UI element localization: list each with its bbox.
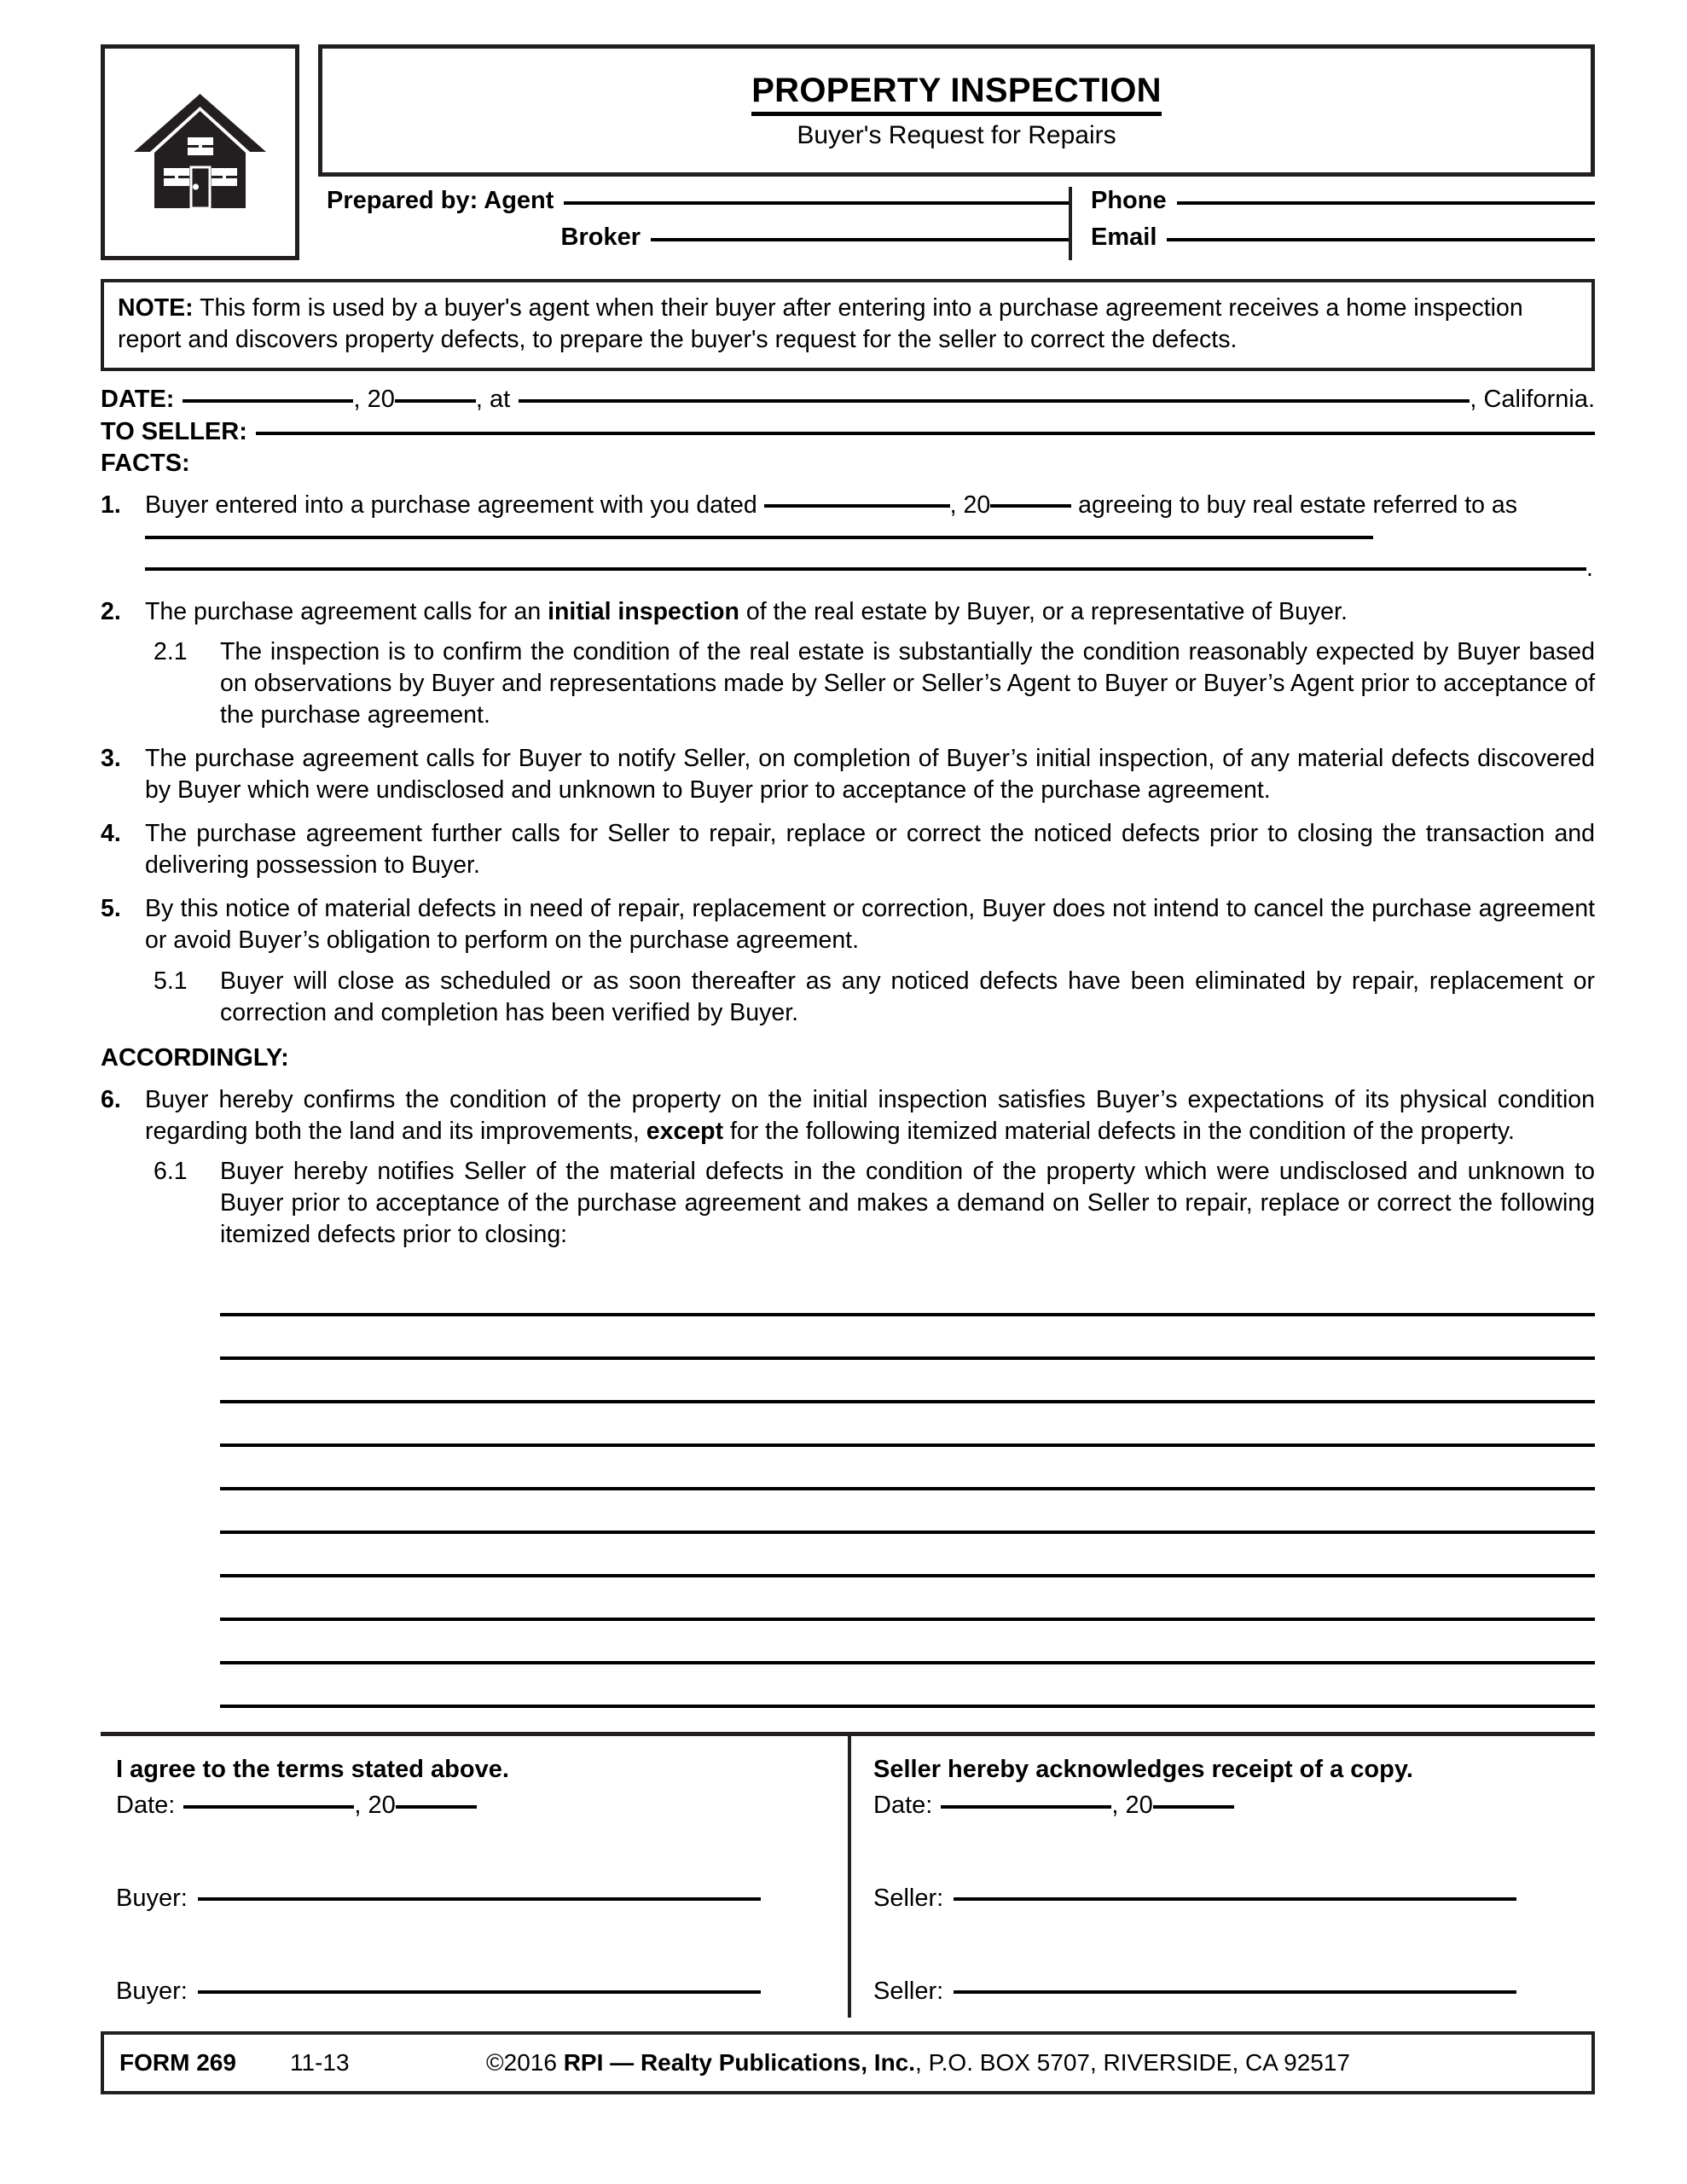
agent-input[interactable] <box>564 201 1069 205</box>
buyer-signature-row-2 <box>116 1978 826 2006</box>
clause-2-text-b: of the real estate by Buyer, or a representative of Buyer. <box>739 598 1348 626</box>
clause-6-body <box>145 1084 1595 1147</box>
email-input[interactable] <box>1167 238 1595 241</box>
phone-input[interactable] <box>1177 201 1595 205</box>
clause-2-bold: initial inspection <box>548 598 739 626</box>
buyer-year-prefix: , 20 <box>354 1791 396 1819</box>
phone-label: Phone <box>1091 187 1167 214</box>
seller-signature-input-1[interactable] <box>954 1897 1516 1901</box>
broker-field-row <box>327 224 1069 260</box>
clause-5-1-number: 5.1 <box>154 967 188 995</box>
writein-line[interactable] <box>220 1360 1595 1403</box>
signature-column-buyer <box>101 1736 848 2018</box>
writein-line[interactable] <box>220 1664 1595 1708</box>
agent-field-row <box>327 187 1069 224</box>
seller-signature-input-2[interactable] <box>954 1990 1516 1994</box>
clause-1-body <box>145 490 1595 584</box>
form-number: FORM 269 <box>119 2048 236 2076</box>
seller-date-row <box>873 1792 1595 1820</box>
clause-5 <box>101 893 1595 956</box>
to-seller-row <box>101 418 1595 446</box>
clause-1-text-b: , 20 <box>949 491 991 519</box>
header-right <box>318 44 1595 260</box>
date-city-input[interactable] <box>519 399 1470 403</box>
writein-line[interactable] <box>220 1490 1595 1534</box>
page-subtitle: Buyer's Request for Repairs <box>797 120 1116 149</box>
date-year-prefix: , 20 <box>353 386 395 414</box>
writein-line[interactable] <box>220 1316 1595 1360</box>
clause-5-number: 5. <box>101 895 121 923</box>
email-label: Email <box>1091 224 1157 251</box>
copyright-publisher: RPI — Realty Publications, Inc. <box>563 2048 916 2076</box>
date-row <box>101 385 1595 415</box>
form-footer <box>101 2031 1595 2094</box>
page-title: PROPERTY INSPECTION <box>751 73 1162 116</box>
buyer-agreement-heading: I agree to the terms stated above. <box>116 1755 509 1783</box>
clause-4-body: The purchase agreement further calls for Seller to repair, replace or correct the noticed defects prior to closing the transaction and delivering possession to Buyer. <box>145 820 1595 880</box>
clause-2 <box>101 596 1595 628</box>
seller-year-input[interactable] <box>1153 1805 1234 1809</box>
date-at-label: , at <box>475 386 511 414</box>
title-box <box>318 44 1595 177</box>
phone-field-row <box>1091 187 1595 224</box>
signature-column-seller <box>848 1736 1595 2018</box>
date-label: DATE: <box>101 386 175 414</box>
writein-line[interactable] <box>220 1273 1595 1316</box>
date-state-suffix: , California. <box>1470 386 1595 414</box>
accordingly-label: ACCORDINGLY: <box>101 1043 289 1072</box>
form-header <box>101 44 1595 260</box>
copyright-post: , P.O. BOX 5707, RIVERSIDE, CA 92517 <box>915 2048 1351 2076</box>
clause-6-bold: except <box>646 1117 724 1145</box>
clause-3-number: 3. <box>101 745 121 773</box>
buyer-label-2: Buyer: <box>116 1977 188 2005</box>
clause-6-1-body: Buyer hereby notifies Seller of the material defects in the condition of the property which were undisclosed and unknown to Buyer prior to acceptance of the purchase agreement and makes a demand on Seller to repair, replace or correct the following itemized defects prior to closing: <box>220 1157 1595 1248</box>
seller-year-prefix: , 20 <box>1111 1791 1153 1819</box>
clause-6-text-b: for the following itemized material defects in the condition of the property. <box>723 1117 1515 1145</box>
clause-1 <box>101 490 1595 584</box>
clause-6 <box>101 1084 1595 1147</box>
clause-3 <box>101 743 1595 806</box>
buyer-signature-input-1[interactable] <box>198 1897 761 1901</box>
writein-line[interactable] <box>220 1403 1595 1447</box>
form-sheet <box>101 44 1595 2094</box>
seller-label-2: Seller: <box>873 1977 944 2005</box>
clause-1-property-input-2[interactable] <box>145 567 1586 571</box>
buyer-date-input[interactable] <box>183 1805 354 1809</box>
buyer-date-label: Date: <box>116 1791 176 1819</box>
prepared-by-left <box>318 187 1069 260</box>
seller-date-label: Date: <box>873 1791 933 1819</box>
prepared-by-row <box>318 187 1595 260</box>
clause-1-year-input[interactable] <box>990 504 1071 508</box>
house-icon <box>130 89 270 217</box>
agent-label: Prepared by: Agent <box>327 187 554 214</box>
buyer-signature-input-2[interactable] <box>198 1990 761 1994</box>
clause-5-1 <box>154 966 1595 1029</box>
clause-1-text-a: Buyer entered into a purchase agreement with you dated <box>145 491 757 519</box>
date-input[interactable] <box>183 399 353 403</box>
clause-1-text-c: agreeing to buy real estate referred to as <box>1078 491 1518 519</box>
buyer-label-1: Buyer: <box>116 1884 188 1912</box>
to-seller-label: TO SELLER: <box>101 417 247 445</box>
clause-2-1-number: 2.1 <box>154 638 188 666</box>
date-year-input[interactable] <box>395 399 476 403</box>
clause-3-body: The purchase agreement calls for Buyer to notify Seller, on completion of Buyer’s initial inspection, of any material defects discovered by Buyer which were undisclosed and unknown to Buyer prior to acceptance of the purchase agreement. <box>145 745 1595 804</box>
clause-1-date-input[interactable] <box>764 504 950 508</box>
writein-line[interactable] <box>220 1447 1595 1490</box>
logo-box <box>101 44 299 260</box>
clause-4-number: 4. <box>101 820 121 848</box>
clause-2-1-body: The inspection is to confirm the condition of the real estate is substantially the condition reasonably expected by Buyer based on observations by Buyer and representations made by Seller or Seller’s Agent to Buyer or Buyer’s Agent prior to acceptance of the purchase agreement. <box>220 638 1595 729</box>
seller-label-1: Seller: <box>873 1884 944 1912</box>
seller-signature-row-2 <box>873 1978 1595 2006</box>
clause-2-text-a: The purchase agreement calls for an <box>145 598 548 626</box>
buyer-signature-row-1 <box>116 1885 826 1913</box>
clause-2-1 <box>154 636 1595 731</box>
date-block <box>101 385 1595 478</box>
note-label: NOTE: <box>118 294 194 322</box>
clause-4 <box>101 818 1595 881</box>
clause-2-number: 2. <box>101 598 121 626</box>
clause-5-body: By this notice of material defects in need of repair, replacement or correction, Buyer does not intend to cancel the purchase agreement or avoid Buyer’s obligation to perform on the purchase agreement. <box>145 895 1595 955</box>
clause-6-text-a: Buyer hereby confirms the condition of the property on the initial inspection satisfies Buyer’s expectations of its physical condition regarding both the land and its improvements, <box>145 1085 1595 1145</box>
clause-6-1 <box>154 1156 1595 1251</box>
email-field-row <box>1091 224 1595 260</box>
clause-1-text-end: . <box>1586 554 1593 582</box>
broker-label: Broker <box>560 224 641 251</box>
facts-label: FACTS: <box>101 449 190 477</box>
copyright-line <box>486 2049 1591 2077</box>
buyer-year-input[interactable] <box>396 1805 477 1809</box>
clause-2-body <box>145 596 1595 628</box>
prepared-by-right <box>1069 187 1595 260</box>
clause-6-1-number: 6.1 <box>154 1157 188 1185</box>
seller-acknowledgement-heading: Seller hereby acknowledges receipt of a copy. <box>873 1755 1413 1783</box>
buyer-date-row <box>116 1792 826 1820</box>
seller-date-input[interactable] <box>941 1805 1111 1809</box>
writein-line[interactable] <box>220 1577 1595 1621</box>
form-revision: 11-13 <box>290 2048 350 2076</box>
copyright-pre: ©2016 <box>486 2048 564 2076</box>
defects-writein-area <box>220 1273 1595 1708</box>
to-seller-input[interactable] <box>256 432 1595 435</box>
broker-input[interactable] <box>651 238 1069 241</box>
note-text: This form is used by a buyer's agent when their buyer after entering into a purchase agreement receives a home inspection report and discovers property defects, to prepare the buyer's request for the seller to correct the defects. <box>118 294 1523 354</box>
writein-line[interactable] <box>220 1534 1595 1577</box>
clause-1-property-input[interactable] <box>145 536 1373 539</box>
note-box <box>101 279 1595 371</box>
clause-1-number: 1. <box>101 491 121 519</box>
clause-6-number: 6. <box>101 1085 121 1113</box>
writein-line[interactable] <box>220 1621 1595 1664</box>
signature-section <box>101 1736 1595 2018</box>
seller-signature-row-1 <box>873 1885 1595 1913</box>
clause-5-1-body: Buyer will close as scheduled or as soon thereafter as any noticed defects have been eliminated by repair, replacement or correction and completion has been verified by Buyer. <box>220 967 1595 1026</box>
